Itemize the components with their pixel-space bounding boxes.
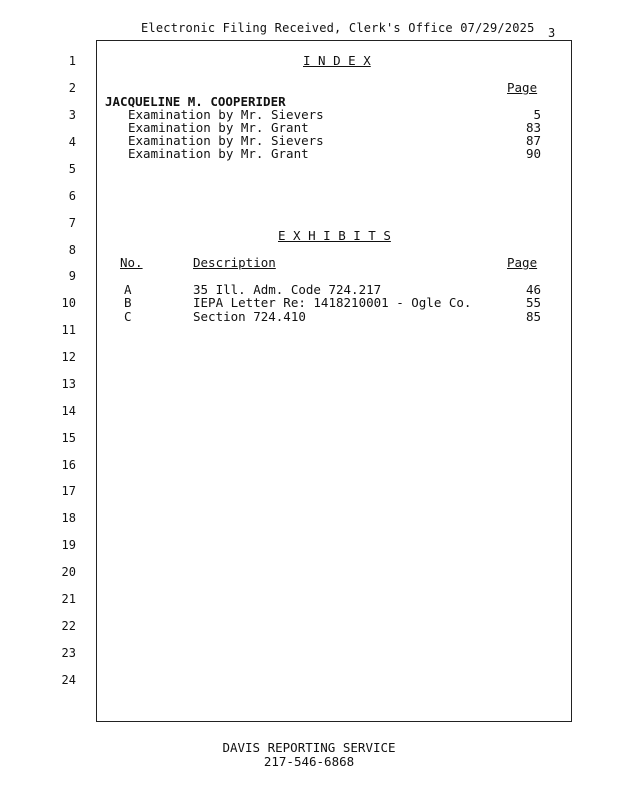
page-number: 3: [548, 26, 556, 40]
line-number: 19: [61, 538, 76, 552]
line-number: 16: [61, 458, 76, 472]
exhibit-no: C: [124, 309, 132, 324]
line-number: 3: [68, 108, 76, 122]
line-number: 13: [61, 377, 76, 391]
exhibit-no: B: [124, 295, 132, 310]
exhibit-page: 85: [525, 309, 541, 324]
index-entry-label: Examination by Mr. Sievers: [128, 133, 324, 148]
exhibit-description: Section 724.410: [193, 309, 306, 324]
line-number: 7: [68, 216, 76, 230]
line-number: 15: [61, 431, 76, 445]
line-number: 14: [61, 404, 76, 418]
index-entry-page: 87: [525, 133, 541, 148]
exhibits-col-page: Page: [507, 255, 538, 270]
exhibits-col-no: No.: [120, 255, 143, 270]
reporting-service-name: DAVIS REPORTING SERVICE: [222, 740, 396, 755]
filing-stamp: Electronic Filing Received, Clerk's Office 07/29/2025: [141, 21, 535, 35]
line-number: 11: [61, 323, 76, 337]
line-number: 20: [61, 565, 76, 579]
exhibits-title: E X H I B I T S: [278, 228, 391, 243]
index-entry-label: Examination by Mr. Sievers: [128, 107, 324, 122]
line-number: 9: [68, 269, 76, 283]
exhibit-description: IEPA Letter Re: 1418210001 - Ogle Co.: [193, 295, 472, 310]
witness-name: JACQUELINE M. COOPERIDER: [105, 94, 286, 109]
line-number: 2: [68, 81, 76, 95]
line-number: 22: [61, 619, 76, 633]
line-number: 10: [61, 296, 76, 310]
exhibit-description: 35 Ill. Adm. Code 724.217: [193, 282, 382, 297]
line-number: 6: [68, 189, 76, 203]
line-number: 8: [68, 243, 76, 257]
line-number: 5: [68, 162, 76, 176]
index-entry-page: 90: [525, 146, 541, 161]
line-number: 17: [61, 484, 76, 498]
line-number: 21: [61, 592, 76, 606]
index-entry-label: Examination by Mr. Grant: [128, 146, 309, 161]
line-number: 24: [61, 673, 76, 687]
exhibit-page: 55: [525, 295, 541, 310]
index-entry-page: 5: [533, 107, 541, 122]
exhibits-col-description: Description: [193, 255, 276, 270]
index-title: I N D E X: [303, 53, 371, 68]
index-entry-label: Examination by Mr. Grant: [128, 120, 309, 135]
line-number: 1: [68, 54, 76, 68]
exhibit-no: A: [124, 282, 132, 297]
exhibit-page: 46: [525, 282, 541, 297]
reporting-service-phone: 217-546-6868: [263, 754, 355, 769]
line-number: 23: [61, 646, 76, 660]
index-page-heading: Page: [507, 80, 538, 95]
line-number: 18: [61, 511, 76, 525]
line-number: 4: [68, 135, 76, 149]
index-entry-page: 83: [525, 120, 541, 135]
line-number: 12: [61, 350, 76, 364]
